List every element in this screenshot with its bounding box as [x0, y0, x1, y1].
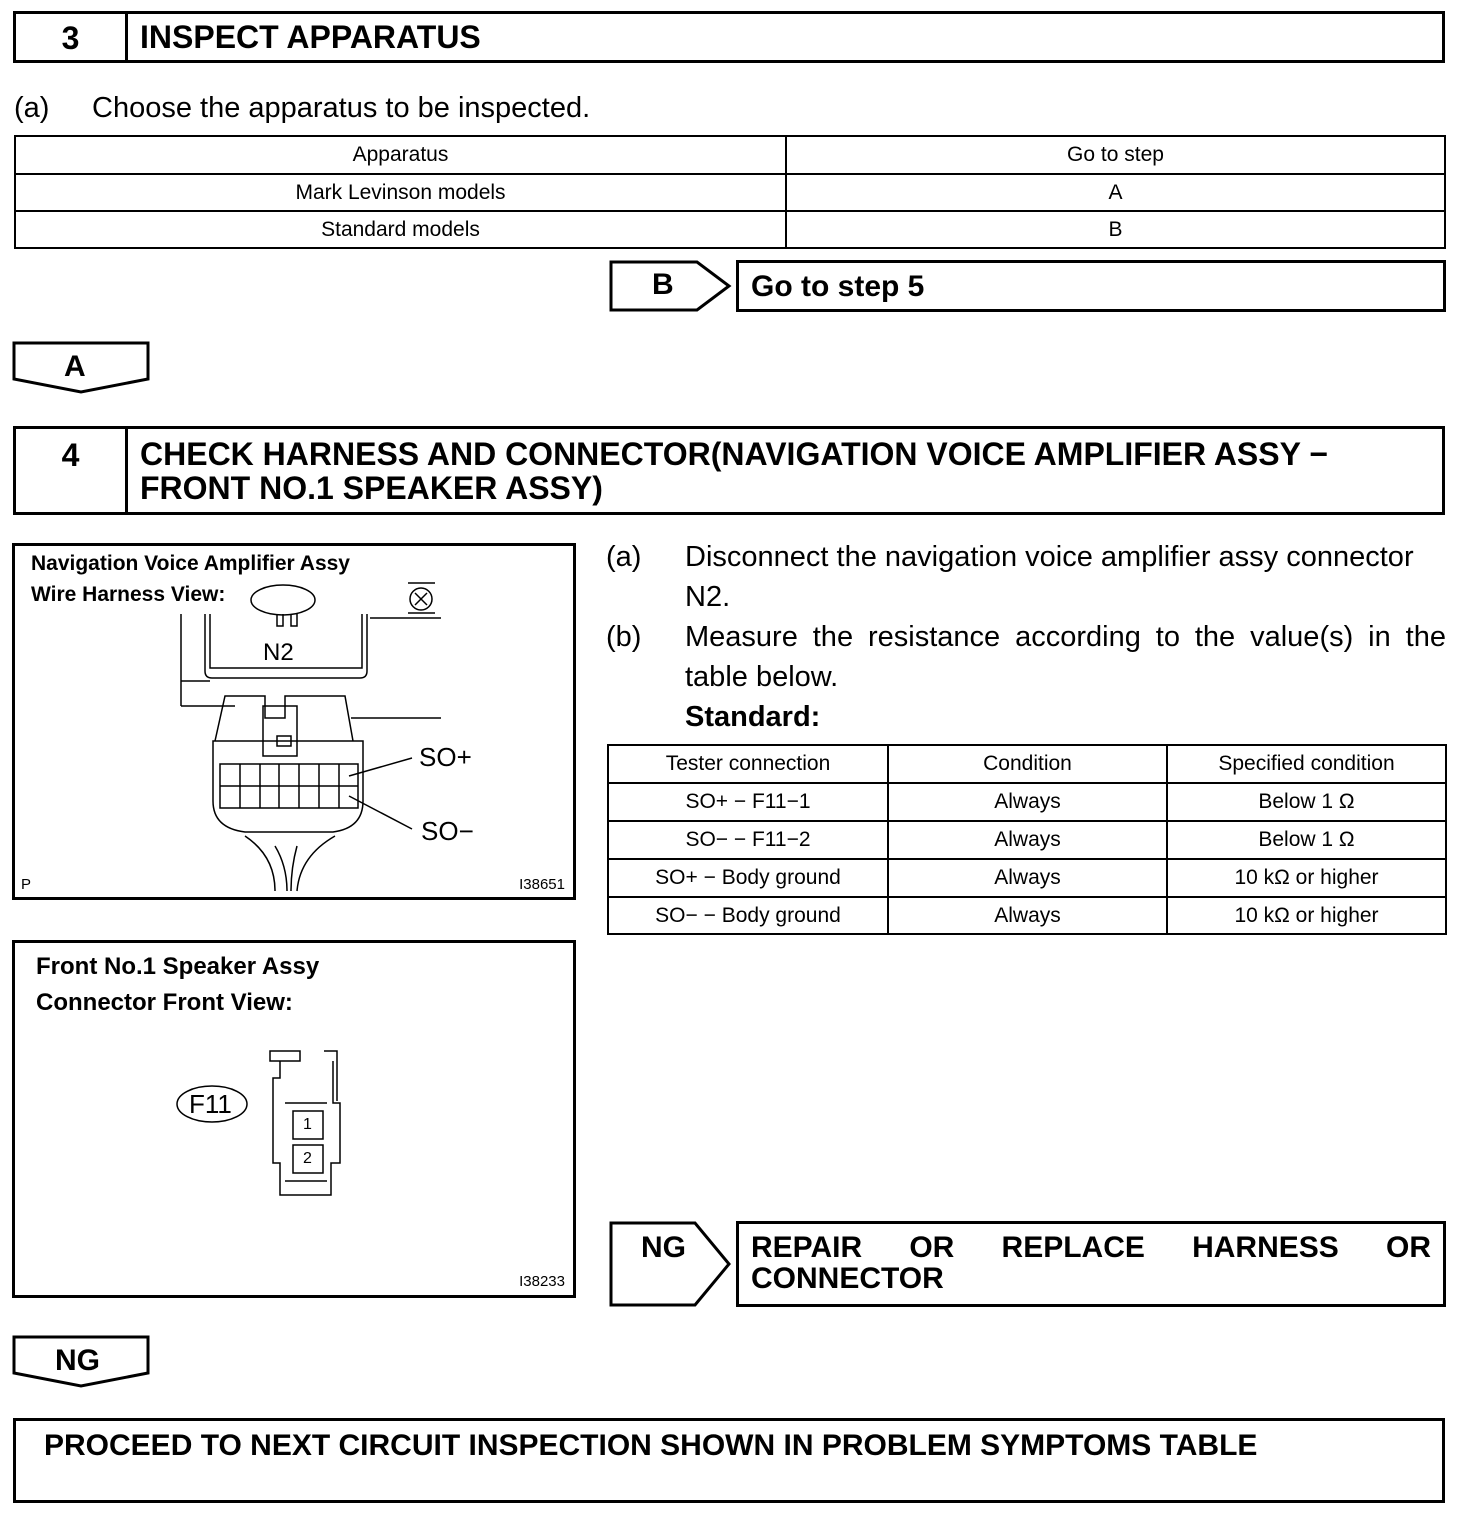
step3-number: 3 [16, 14, 128, 60]
result-word: OR [1386, 1231, 1431, 1264]
table-cell: Standard models [15, 211, 786, 248]
figure-amplifier-connector [12, 543, 576, 900]
connector-n2-label: N2 [263, 639, 294, 666]
table-cell: Always [888, 897, 1167, 934]
branch-ng-right-result-line1 [751, 1231, 1431, 1265]
branch-a-label: A [64, 350, 86, 383]
table-cell: SO+ − F11−1 [608, 783, 888, 821]
step3-instruction: Choose the apparatus to be inspected. [92, 92, 591, 124]
table-cell: A [786, 174, 1445, 211]
step4-title-line2: FRONT NO.1 SPEAKER ASSY) [140, 470, 603, 506]
result-word: OR [909, 1231, 955, 1264]
branch-b-result [736, 260, 1446, 312]
table-header: Tester connection [608, 745, 888, 783]
step4-b-line2: table below. [685, 661, 839, 693]
table-cell: Always [888, 783, 1167, 821]
table-header: Go to step [786, 136, 1445, 174]
table-header: Specified condition [1167, 745, 1446, 783]
result-word: REPAIR [751, 1231, 863, 1264]
final-instruction: PROCEED TO NEXT CIRCUIT INSPECTION SHOWN IN PROBLEM SYMPTOMS TABLE [44, 1429, 1258, 1462]
apparatus-table [14, 135, 1446, 249]
table-cell: Below 1 Ω [1167, 783, 1446, 821]
table-cell: SO+ − Body ground [608, 859, 888, 897]
branch-b-label: B [652, 268, 674, 301]
figure2-code: I38233 [519, 1273, 565, 1290]
step3-instruction-marker: (a) [14, 92, 50, 124]
branch-ng-right-result-line2: CONNECTOR [751, 1262, 944, 1295]
resistance-table [607, 744, 1447, 935]
figure1-title-line2: Wire Harness View: [31, 583, 226, 606]
table-cell: SO− − Body ground [608, 897, 888, 934]
result-word: HARNESS [1192, 1231, 1339, 1264]
table-cell: 10 kΩ or higher [1167, 897, 1446, 934]
connector-f11-label: F11 [189, 1089, 232, 1119]
figure2-title-line2: Connector Front View: [36, 989, 293, 1016]
pin-so-plus-label: SO+ [419, 742, 472, 772]
pin-1-label: 1 [303, 1116, 312, 1133]
step4-title-line1: CHECK HARNESS AND CONNECTOR(NAVIGATION VOICE AMPLIFIER ASSY − [140, 436, 1328, 472]
step3-header [13, 11, 1445, 63]
standard-label: Standard: [685, 701, 821, 733]
table-cell: Always [888, 859, 1167, 897]
table-cell: B [786, 211, 1445, 248]
table-cell: Always [888, 821, 1167, 859]
table-cell: 10 kΩ or higher [1167, 859, 1446, 897]
step4-header [13, 426, 1445, 515]
branch-ng-down-label: NG [55, 1344, 100, 1377]
step4-b-line1: Measure the resistance according to the value(s) in the [685, 621, 1446, 653]
figure1-title-line1: Navigation Voice Amplifier Assy [31, 552, 350, 575]
step4-b-marker: (b) [606, 621, 642, 653]
table-header: Apparatus [15, 136, 786, 174]
step4-a-marker: (a) [606, 541, 642, 573]
figure1-code: I38651 [519, 876, 565, 893]
figure1-corner-label: P [21, 876, 32, 893]
pin-2-label: 2 [303, 1150, 312, 1167]
table-cell: Below 1 Ω [1167, 821, 1446, 859]
final-instruction-box [13, 1418, 1445, 1503]
table-cell: SO− − F11−2 [608, 821, 888, 859]
branch-ng-right-result [736, 1221, 1446, 1307]
figure2-title-line1: Front No.1 Speaker Assy [36, 953, 320, 980]
step3-title: INSPECT APPARATUS [140, 19, 481, 55]
pin-so-minus-label: SO− [421, 816, 474, 846]
branch-b-result-text: Go to step 5 [751, 270, 925, 303]
step4-number: 4 [16, 429, 128, 512]
figure-speaker-connector [12, 940, 576, 1298]
amplifier-connector-drawing [15, 546, 573, 897]
result-word: REPLACE [1001, 1231, 1145, 1264]
table-header: Condition [888, 745, 1167, 783]
step4-a-line1: Disconnect the navigation voice amplifier assy connector [685, 541, 1414, 573]
branch-ng-right-label: NG [641, 1231, 686, 1264]
step4-title [128, 429, 1442, 512]
table-cell: Mark Levinson models [15, 174, 786, 211]
step4-a-line2: N2. [685, 581, 731, 613]
speaker-connector-drawing [15, 943, 573, 1295]
